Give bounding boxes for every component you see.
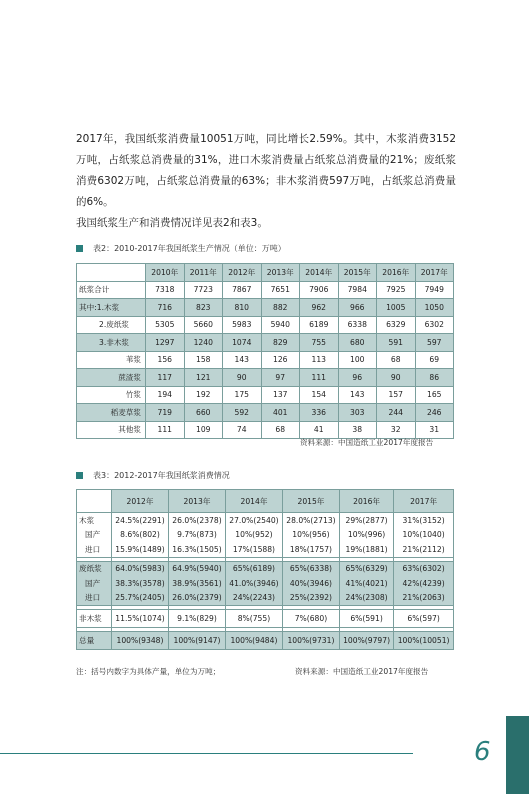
table-cell: 117 [146, 369, 185, 387]
table2-year-header: 2013年 [261, 264, 300, 282]
table2-header-row [77, 264, 454, 282]
table-cell: 16.3%(1505) [168, 542, 225, 557]
table-cell: 25.7%(2405) [112, 591, 169, 606]
table-cell: 175 [223, 386, 262, 404]
table-cell: 966 [338, 299, 377, 317]
table3-caption [76, 470, 230, 481]
table3-year-header: 2013年 [168, 490, 225, 513]
table-cell: 100 [338, 351, 377, 369]
table-cell: 64.0%(5983) [112, 561, 169, 576]
table-cell: 1074 [223, 334, 262, 352]
body-paragraph-2: 我国纸浆生产和消费情况详见表2和表3。 [76, 217, 268, 229]
page-edge-tab [506, 716, 529, 794]
table2-year-header: 2015年 [338, 264, 377, 282]
table-cell: 716 [146, 299, 185, 317]
table-cell: 680 [338, 334, 377, 352]
table2-pulp-production [76, 263, 454, 439]
table-cell: 810 [223, 299, 262, 317]
table-cell: 65%(6338) [282, 561, 339, 576]
table-cell: 64.9%(5940) [168, 561, 225, 576]
table-cell: 96 [338, 369, 377, 387]
row-label: 进口 [77, 542, 112, 557]
row-label: 木浆 [77, 513, 112, 528]
table-cell: 90 [377, 369, 416, 387]
table-cell: 194 [146, 386, 185, 404]
row-label: 总量 [77, 632, 112, 650]
table2-corner-cell [77, 264, 146, 282]
row-label: 蔗渣浆 [77, 369, 146, 387]
row-label: 国产 [77, 528, 112, 543]
page-number: 6 [474, 737, 491, 767]
table2-year-header: 2010年 [146, 264, 185, 282]
row-label: 2.废纸浆 [77, 316, 146, 334]
table-cell: 592 [223, 404, 262, 422]
table3-year-header: 2015年 [282, 490, 339, 513]
table-cell: 157 [377, 386, 416, 404]
table-row [77, 334, 454, 352]
table-cell: 38 [338, 421, 377, 439]
table-cell: 65%(6329) [339, 561, 393, 576]
table-cell: 29%(2877) [339, 513, 393, 528]
table-cell: 10%(956) [282, 528, 339, 543]
table-cell: 7651 [261, 281, 300, 299]
table2-year-header: 2014年 [300, 264, 339, 282]
table-cell: 5660 [184, 316, 223, 334]
table-cell: 597 [415, 334, 454, 352]
table-cell: 137 [261, 386, 300, 404]
table-cell: 1050 [415, 299, 454, 317]
row-label: 纸浆合计 [77, 281, 146, 299]
table-cell: 336 [300, 404, 339, 422]
table-cell: 1297 [146, 334, 185, 352]
table-cell: 24%(2243) [225, 591, 282, 606]
table-cell: 246 [415, 404, 454, 422]
table-cell: 9.7%(873) [168, 528, 225, 543]
table3-year-header: 2017年 [394, 490, 454, 513]
table-cell: 660 [184, 404, 223, 422]
table3-year-header: 2012年 [112, 490, 169, 513]
table-row [77, 386, 454, 404]
table3-caption-text: 表3：2012-2017年我国纸浆消费情况 [93, 471, 230, 480]
table-cell: 38.9%(3561) [168, 576, 225, 591]
table-row [77, 610, 454, 628]
table-cell: 8%(755) [225, 610, 282, 628]
table-cell: 31 [415, 421, 454, 439]
table-cell: 97 [261, 369, 300, 387]
table-row [77, 316, 454, 334]
table-cell: 25%(2392) [282, 591, 339, 606]
table-cell: 9.1%(829) [168, 610, 225, 628]
table-row [77, 513, 454, 528]
table-cell: 143 [338, 386, 377, 404]
table-cell: 6189 [300, 316, 339, 334]
table-cell: 100%(9731) [282, 632, 339, 650]
table-cell: 7867 [223, 281, 262, 299]
table2-caption [76, 243, 286, 254]
table3-header-row [77, 490, 454, 513]
table-cell: 7318 [146, 281, 185, 299]
table-row [77, 299, 454, 317]
table-cell: 1240 [184, 334, 223, 352]
table-cell: 63%(6302) [394, 561, 454, 576]
table-cell: 244 [377, 404, 416, 422]
table3-note: 注：括号内数字为具体产量，单位为万吨； [76, 667, 221, 676]
row-label: 其中:1.木浆 [77, 299, 146, 317]
row-label: 其他浆 [77, 421, 146, 439]
table-cell: 158 [184, 351, 223, 369]
table-cell: 17%(1588) [225, 542, 282, 557]
row-label: 废纸浆 [77, 561, 112, 576]
table-cell: 126 [261, 351, 300, 369]
table-cell: 65%(6189) [225, 561, 282, 576]
table-cell: 7949 [415, 281, 454, 299]
table2-year-header: 2011年 [184, 264, 223, 282]
table-cell: 6%(597) [394, 610, 454, 628]
table-cell: 68 [261, 421, 300, 439]
table-cell: 6329 [377, 316, 416, 334]
table-cell: 7984 [338, 281, 377, 299]
table3-pulp-consumption [76, 489, 454, 650]
table-cell: 882 [261, 299, 300, 317]
table-cell: 10%(952) [225, 528, 282, 543]
table-cell: 303 [338, 404, 377, 422]
table3-year-header: 2014年 [225, 490, 282, 513]
table-cell: 113 [300, 351, 339, 369]
table-cell: 156 [146, 351, 185, 369]
table-cell: 90 [223, 369, 262, 387]
table-cell: 24%(2308) [339, 591, 393, 606]
table-cell: 143 [223, 351, 262, 369]
table-cell: 5983 [223, 316, 262, 334]
caption-marker-icon [76, 472, 83, 479]
table2-source: 资料来源：中国造纸工业2017年度报告 [300, 438, 434, 447]
table-cell: 18%(1757) [282, 542, 339, 557]
table-cell: 15.9%(1489) [112, 542, 169, 557]
table-cell: 100%(9348) [112, 632, 169, 650]
row-label: 苇浆 [77, 351, 146, 369]
table-cell: 755 [300, 334, 339, 352]
row-label: 非木浆 [77, 610, 112, 628]
table-row [77, 404, 454, 422]
table-cell: 100%(9484) [225, 632, 282, 650]
row-label: 稻麦草浆 [77, 404, 146, 422]
table-cell: 10%(1040) [394, 528, 454, 543]
table-cell: 1005 [377, 299, 416, 317]
table-cell: 21%(2063) [394, 591, 454, 606]
table-row [77, 369, 454, 387]
table-cell: 7906 [300, 281, 339, 299]
table-row [77, 421, 454, 439]
table-cell: 109 [184, 421, 223, 439]
table2-year-header: 2012年 [223, 264, 262, 282]
row-label: 3.非木浆 [77, 334, 146, 352]
table3-corner-cell [77, 490, 112, 513]
table-row [77, 561, 454, 576]
table-cell: 32 [377, 421, 416, 439]
table-cell: 6338 [338, 316, 377, 334]
table-cell: 154 [300, 386, 339, 404]
table-row [77, 281, 454, 299]
table-row [77, 351, 454, 369]
row-label: 竹浆 [77, 386, 146, 404]
body-paragraph-1: 2017年，我国纸浆消费量10051万吨，同比增长2.59%。其中，木浆消费3152万吨，占纸浆总消费量的31%，进口木浆消费量占纸浆总消费量的21%；废纸浆消费6302万吨，占纸浆总消费量的63%；非木浆消费597万吨，占纸浆总消费量的6%。 [76, 133, 456, 208]
table-cell: 6302 [415, 316, 454, 334]
table-row [77, 576, 454, 591]
table-cell: 165 [415, 386, 454, 404]
table-cell: 42%(4239) [394, 576, 454, 591]
table-row [77, 591, 454, 606]
table-row [77, 528, 454, 543]
table-cell: 8.6%(802) [112, 528, 169, 543]
table-cell: 5305 [146, 316, 185, 334]
table2-caption-text: 表2：2010-2017年我国纸浆生产情况（单位：万吨） [93, 244, 286, 253]
table-cell: 823 [184, 299, 223, 317]
table-cell: 401 [261, 404, 300, 422]
table-cell: 28.0%(2713) [282, 513, 339, 528]
table-cell: 11.5%(1074) [112, 610, 169, 628]
table-cell: 7%(680) [282, 610, 339, 628]
table-cell: 111 [300, 369, 339, 387]
table-cell: 192 [184, 386, 223, 404]
table-cell: 6%(591) [339, 610, 393, 628]
row-label: 进口 [77, 591, 112, 606]
table-cell: 31%(3152) [394, 513, 454, 528]
table2-year-header: 2016年 [377, 264, 416, 282]
table-cell: 26.0%(2379) [168, 591, 225, 606]
table-cell: 26.0%(2378) [168, 513, 225, 528]
table-cell: 21%(2112) [394, 542, 454, 557]
table-cell: 41 [300, 421, 339, 439]
row-label: 国产 [77, 576, 112, 591]
table-cell: 100%(9797) [339, 632, 393, 650]
table-cell: 69 [415, 351, 454, 369]
table-cell: 5940 [261, 316, 300, 334]
table-cell: 86 [415, 369, 454, 387]
table3-source: 资料来源：中国造纸工业2017年度报告 [295, 667, 429, 676]
table-cell: 68 [377, 351, 416, 369]
table-cell: 7723 [184, 281, 223, 299]
table-cell: 719 [146, 404, 185, 422]
table-cell: 41.0%(3946) [225, 576, 282, 591]
table-cell: 10%(996) [339, 528, 393, 543]
table-cell: 74 [223, 421, 262, 439]
table-cell: 591 [377, 334, 416, 352]
table-cell: 19%(1881) [339, 542, 393, 557]
table-cell: 829 [261, 334, 300, 352]
table-cell: 40%(3946) [282, 576, 339, 591]
table-cell: 24.5%(2291) [112, 513, 169, 528]
table-cell: 41%(4021) [339, 576, 393, 591]
table-cell: 38.3%(3578) [112, 576, 169, 591]
table-cell: 962 [300, 299, 339, 317]
table-cell: 100%(9147) [168, 632, 225, 650]
table-row [77, 632, 454, 650]
table3-year-header: 2016年 [339, 490, 393, 513]
footer-divider [0, 753, 413, 754]
table-cell: 27.0%(2540) [225, 513, 282, 528]
table2-year-header: 2017年 [415, 264, 454, 282]
table-cell: 7925 [377, 281, 416, 299]
table-row [77, 542, 454, 557]
table-cell: 111 [146, 421, 185, 439]
table-cell: 121 [184, 369, 223, 387]
table-cell: 100%(10051) [394, 632, 454, 650]
caption-marker-icon [76, 245, 83, 252]
